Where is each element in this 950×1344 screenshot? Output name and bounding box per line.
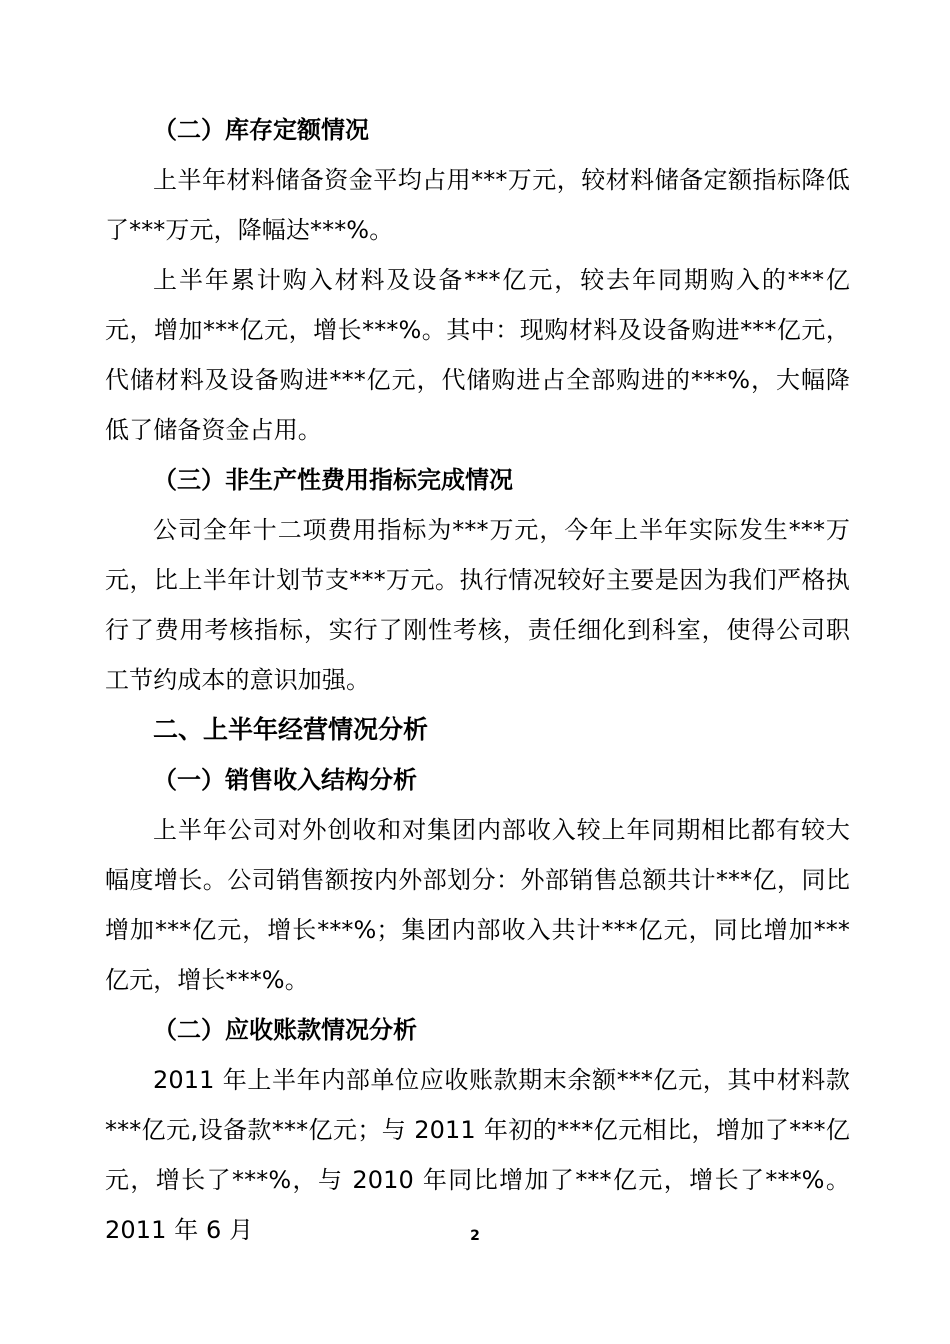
subheading-sales-revenue-structure: （一）销售收入结构分析 (153, 766, 417, 794)
document-body (105, 105, 850, 1255)
subheading-inventory-quota: （二）库存定额情况 (153, 116, 369, 144)
subheading-accounts-receivable: （二）应收账款情况分析 (153, 1016, 417, 1044)
heading-operation-analysis: 二、上半年经营情况分析 (153, 715, 429, 744)
subheading-nonproduction-expenses: （三）非生产性费用指标完成情况 (153, 466, 513, 494)
paragraph-material-reserve: 上半年材料储备资金平均占用***万元，较材料储备定额指标降低了***万元，降幅达***%。 (105, 166, 850, 244)
paragraph-accounts-receivable: 2011 年上半年内部单位应收账款期末余额***亿元，其中材料款***亿元,设备款***亿元；与 2011 年初的***亿元相比，增加了***亿元，增长了***%，与 2010 年同比增加了***亿元，增长了***%。2011 年 6 月 (105, 1066, 850, 1244)
paragraph-purchases: 上半年累计购入材料及设备***亿元，较去年同期购入的***亿元，增加***亿元，增长***%。其中：现购材料及设备购进***亿元，代储材料及设备购进***亿元，代储购进占全部购进的***%，大幅降低了储备资金占用。 (105, 266, 850, 444)
paragraph-expense-indicators: 公司全年十二项费用指标为***万元，今年上半年实际发生***万元，比上半年计划节支***万元。执行情况较好主要是因为我们严格执行了费用考核指标，实行了刚性考核，责任细化到科室，使得公司职工节约成本的意识加强。 (105, 516, 850, 694)
page-number: 2 (470, 1228, 480, 1244)
paragraph-sales-revenue: 上半年公司对外创收和对集团内部收入较上年同期相比都有较大幅度增长。公司销售额按内外部划分：外部销售总额共计***亿，同比增加***亿元，增长***%；集团内部收入共计***亿元，同比增加***亿元，增长***%。 (105, 816, 850, 994)
